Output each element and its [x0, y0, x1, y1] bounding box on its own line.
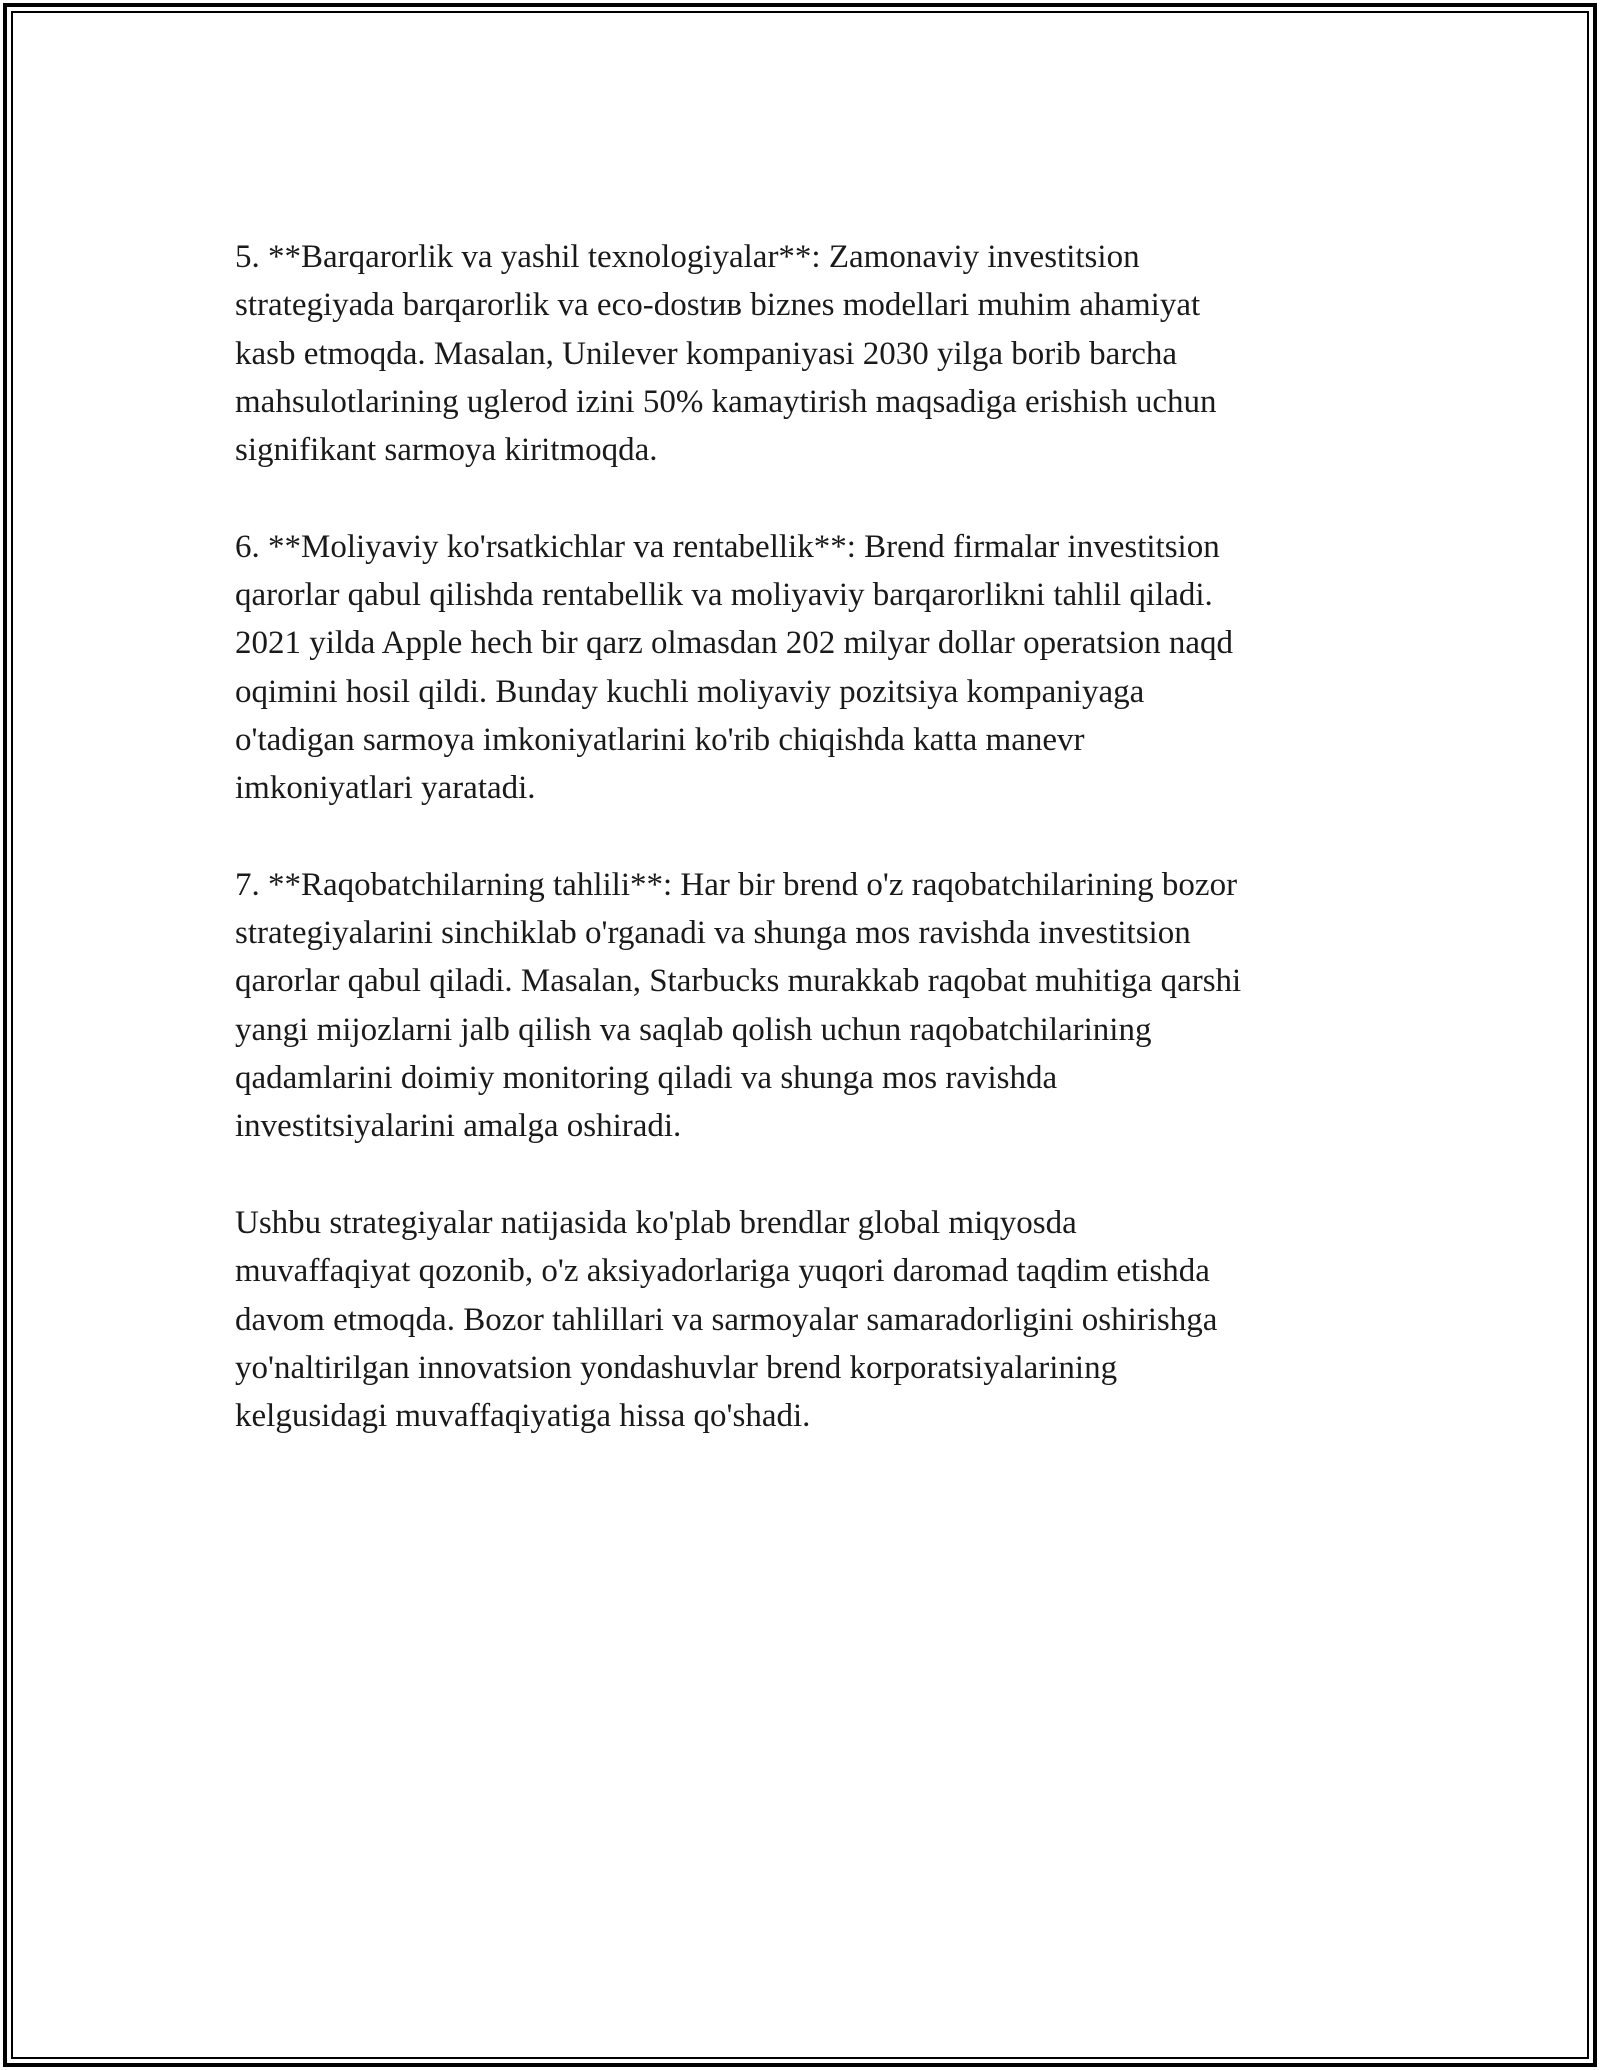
document-body [235, 233, 1365, 1440]
paragraph-item-7: 7. **Raqobatchilarning tahlili**: Har bir brend o'z raqobatchilarining bozor strategiyalarini sinchiklab o'rganadi va shunga mos ravishda investitsion qarorlar qabul qiladi. Masalan, Starbucks murakkab raqobat muhitiga qarshi yangi mijozlarni jalb qilish va saqlab qolish uchun raqobatchilarining qadamlarini doimiy monitoring qiladi va shunga mos ravishda investitsiyalarini amalga oshiradi. [235, 866, 1242, 1145]
paragraph-item-6: 6. **Moliyaviy ko'rsatkichlar va rentabellik**: Brend firmalar investitsion qarorlar qabul qilishda rentabellik va moliyaviy barqarorlikni tahlil qiladi. 2021 yilda Apple hech bir qarz olmasdan 202 milyar dollar operatsion naqd oqimini hosil qildi. Bunday kuchli moliyaviy pozitsiya kompaniyaga o'tadigan sarmoya imkoniyatlarini ko'rib chiqishda katta manevr imkoniyatlari yaratadi. [235, 528, 1233, 807]
paragraph-item-5: 5. **Barqarorlik va yashil texnologiyalar**: Zamonaviy investitsion strategiyada barqarorlik va eco-dostив biznes modellari muhim ahamiyat kasb etmoqda. Masalan, Unilever kompaniyasi 2030 yilga borib barcha mahsulotlarining uglerod izini 50% kamaytirish maqsadiga erishish uchun signifikant sarmoya kiritmoqda. [235, 239, 1217, 469]
paragraph-conclusion: Ushbu strategiyalar natijasida ko'plab brendlar global miqyosda muvaffaqiyat qozonib, o'z aksiyadorlariga yuqori daromad taqdim etishda davom etmoqda. Bozor tahlillari va sarmoyalar samaradorligini oshirishga yo'naltirilgan innovatsion yondashuvlar brend korporatsiyalarining kelgusidagi muvaffaqiyatiga hissa qo'shadi. [235, 1204, 1218, 1435]
